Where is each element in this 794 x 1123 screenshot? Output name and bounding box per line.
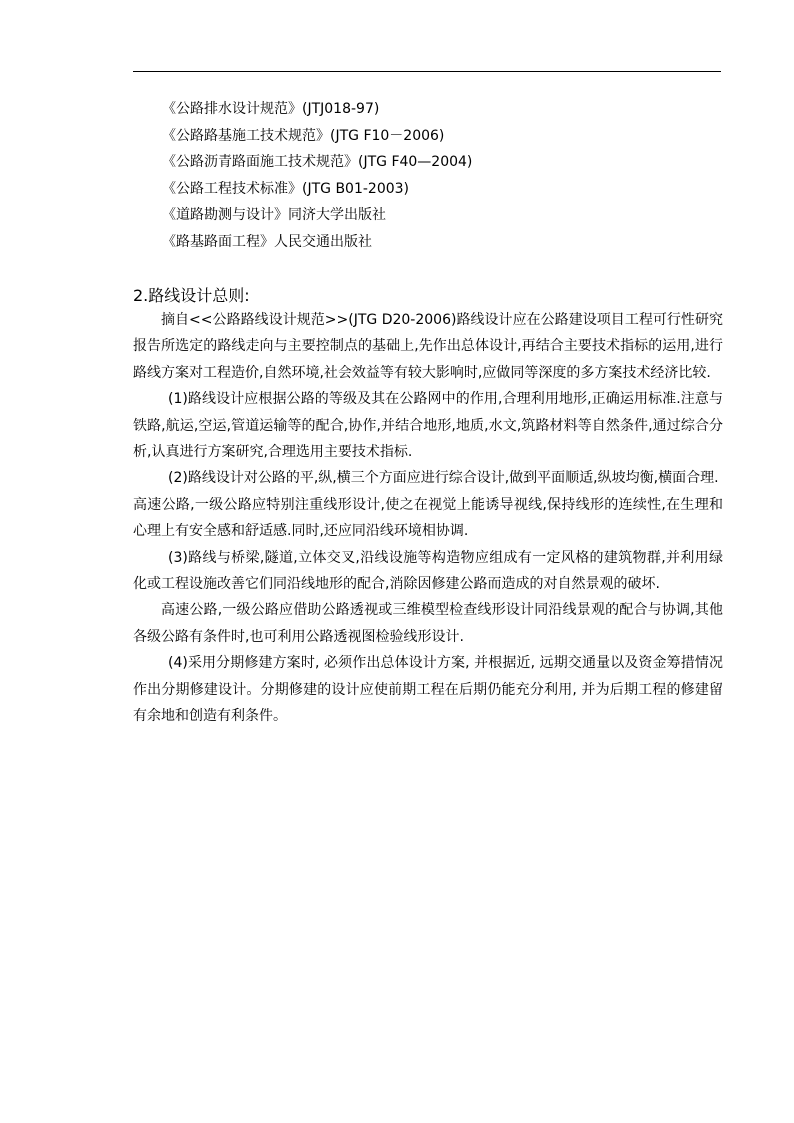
reference-list [162, 96, 722, 256]
header-rule [133, 71, 721, 72]
section-body [133, 307, 723, 730]
clause-1-paragraph: (1)路线设计应根据公路的等级及其在公路网中的作用,合理利用地形,正确运用标准.注意与铁路,航运,空运,管道运输等的配合,协作,并结合地形,地质,水文,筑路材料等自然条件,通过综合分析,认真进行方案研究,合理选用主要技术指标. [133, 391, 723, 461]
section-heading: 2.路线设计总则: [133, 286, 250, 305]
clause-3-paragraph: (3)路线与桥梁,隧道,立体交叉,沿线设施等构造物应组成有一定风格的建筑物群,并利用绿化或工程设施改善它们同沿线地形的配合,消除因修建公路而造成的对自然景观的破坏. [133, 549, 723, 593]
landscape-note-paragraph: 高速公路,一级公路应借助公路透视或三维模型检查线形设计同沿线景观的配合与协调,其他各级公路有条件时,也可利用公路透视图检验线形设计. [133, 602, 723, 645]
reference-item: 《公路沥青路面施工技术规范》(JTG F40—2004) [162, 154, 473, 171]
reference-item: 《路基路面工程》人民交通出版社 [162, 233, 372, 250]
clause-2-paragraph: (2)路线设计对公路的平,纵,横三个方面应进行综合设计,做到平面顺适,纵坡均衡,横面合理. [168, 470, 719, 487]
expressway-note-paragraph: 高速公路,一级公路应特别注重线形设计,使之在视觉上能诱导视线,保持线形的连续性,在生理和心理上有安全感和舒适感.同时,还应同沿线环境相协调. [133, 496, 723, 540]
clause-4-paragraph: (4)采用分期修建方案时, 必须作出总体设计方案, 并根据近, 远期交通量以及资金筹措情况作出分期修建设计。分期修建的设计应使前期工程在后期仍能充分利用, 并为后期工程的修建留有余地和创造有利条件。 [133, 655, 723, 725]
reference-item: 《公路工程技术标准》(JTG B01-2003) [162, 180, 410, 197]
reference-item: 《道路勘测与设计》同济大学出版社 [162, 207, 386, 224]
intro-paragraph: 摘自<<公路路线设计规范>>(JTG D20-2006)路线设计应在公路建设项目工程可行性研究报告所选定的路线走向与主要控制点的基础上,先作出总体设计,再结合主要技术指标的运用,进行路线方案对工程造价,自然环境,社会效益等有较大影响时,应做同等深度的多方案技术经济比较. [133, 312, 723, 381]
reference-item: 《公路排水设计规范》(JTJ018-97) [162, 101, 380, 117]
reference-item: 《公路路基施工技术规范》(JTG F10－2006) [162, 127, 445, 144]
